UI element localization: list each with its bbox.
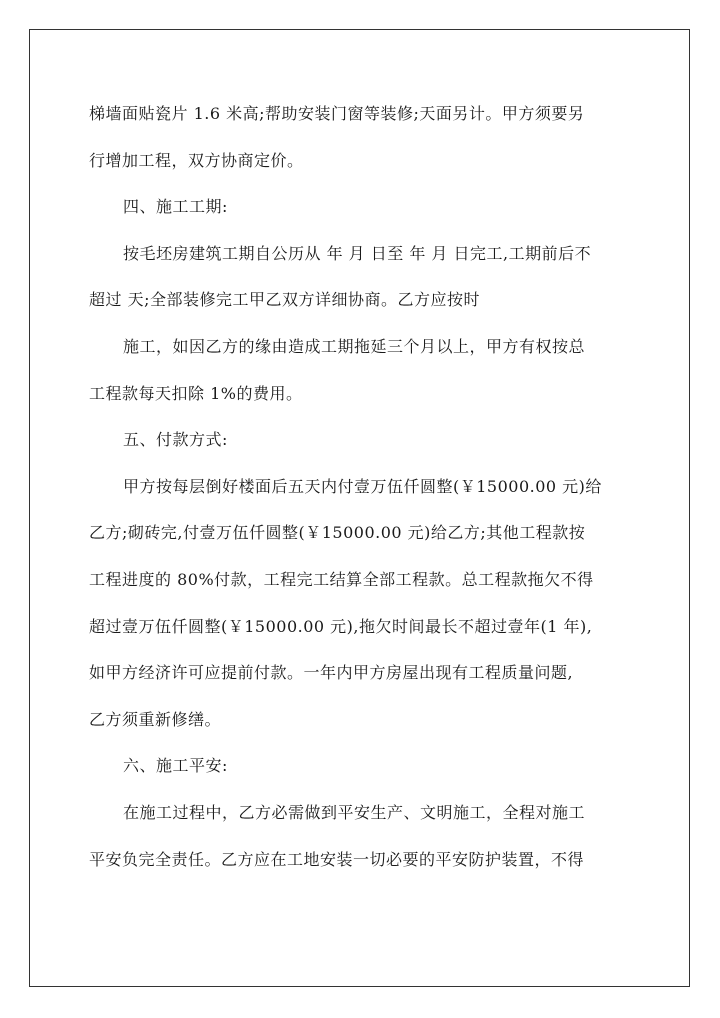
paragraph-line: 甲方按每层倒好楼面后五天内付壹万伍仟圆整(￥15000.00 元)给 — [123, 476, 602, 496]
paragraph-line: 乙方;砌砖完,付壹万伍仟圆整(￥15000.00 元)给乙方;其他工程款按 — [89, 523, 586, 543]
paragraph-line: 如甲方经济许可应提前付款。一年内甲方房屋出现有工程质量问题, — [89, 663, 574, 683]
paragraph-line: 超过 天;全部装修完工甲乙双方详细协商。乙方应按时 — [89, 290, 480, 310]
paragraph-line: 按毛坯房建筑工期自公历从 年 月 日至 年 月 日完工,工期前后不 — [123, 243, 592, 263]
paragraph-line: 在施工过程中，乙方必需做到平安生产、文明施工，全程对施工 — [123, 802, 586, 822]
paragraph-line: 施工，如因乙方的缘由造成工期拖延三个月以上，甲方有权按总 — [123, 336, 586, 356]
text-line-continuation: 行增加工程，双方协商定价。 — [89, 150, 304, 170]
paragraph-line: 平安负完全责任。乙方应在工地安装一切必要的平安防护装置，不得 — [89, 849, 585, 869]
section-heading-safety: 六、施工平安: — [123, 756, 228, 776]
section-heading-payment: 五、付款方式: — [123, 430, 228, 450]
text-line-continuation: 梯墙面贴瓷片 1.6 米高;帮助安装门窗等装修;天面另计。甲方须要另 — [89, 104, 585, 123]
paragraph-line: 乙方须重新修缮。 — [89, 709, 222, 729]
paragraph-line: 工程进度的 80%付款，工程完工结算全部工程款。总工程款拖欠不得 — [89, 569, 594, 589]
document-body — [89, 91, 634, 883]
paragraph-line: 超过壹万伍仟圆整(￥15000.00 元),拖欠时间最长不超过壹年(1 年), — [89, 616, 593, 636]
section-heading-schedule: 四、施工工期: — [123, 197, 228, 217]
paragraph-line: 工程款每天扣除 1%的费用。 — [89, 383, 303, 403]
